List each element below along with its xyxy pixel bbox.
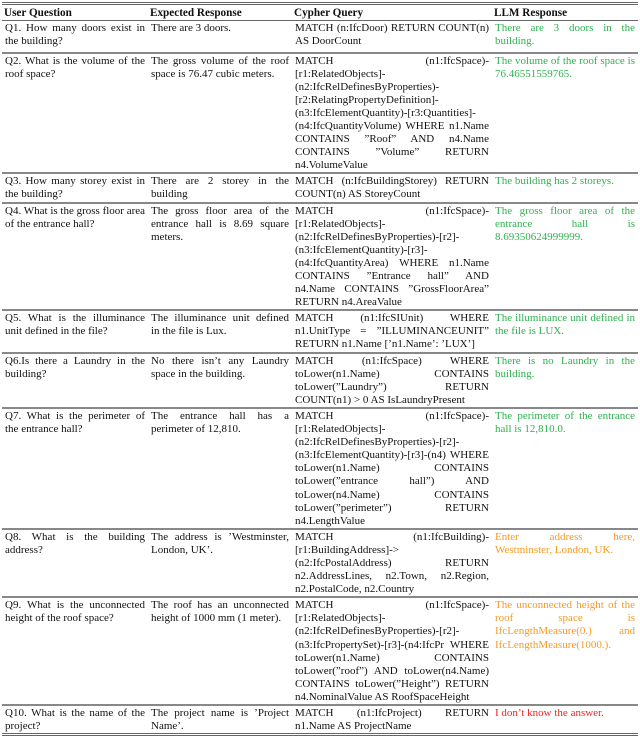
cypher-query-cell: MATCH (n1:IfcProject) RETURN n1.Name AS ProjectName — [292, 705, 492, 735]
expected-response-cell: No there isn’t any Laundry space in the building. — [148, 353, 292, 408]
results-table — [2, 2, 638, 736]
expected-response-cell: The entrance hall has a perimeter of 12,810. — [148, 408, 292, 529]
cypher-query-cell: MATCH (n1:IfcSpace)-[r1:RelatedObjects]-(n2:IfcRelDefinesByProperties)-[r2:RelatingPropertyDefinition]-(n3:IfcElementQuantity)-[r3:Quantities]-(n4:IfcQuantityVolume) WHERE n1.Name CONTAINS ”Roof” AND n4.Name CONTAINS ”Volume” RETURN n4.VolumeValue — [292, 53, 492, 174]
cypher-query-cell: MATCH (n:IfcDoor) RETURN COUNT(n) AS DoorCount — [295, 22, 489, 48]
llm-response-cell: The unconnected height of the roof space is IfcLengthMeasure(0.) and IfcLengthMeasure(1000.). — [492, 597, 638, 705]
cypher-query-cell: MATCH (n1:IfcBuilding)-[r1:BuildingAddress]->(n2:IfcPostalAddress) RETURN n2.AddressLines, n2.Town, n2.Region, n2.PostalCode, n2.Country — [292, 529, 492, 597]
header-user-question: User Question — [2, 4, 148, 21]
header-llm-response: LLM Response — [492, 4, 638, 21]
expected-response-cell: The gross volume of the roof space is 76.47 cubic meters. — [148, 53, 292, 174]
table-row — [2, 173, 638, 202]
header-row — [2, 4, 638, 21]
cypher-query-cell: MATCH (n1:IfcSIUnit) WHERE n1.UnitType = ”ILLUMINANCEUNIT” RETURN n1.Name [’n1.Name’: ’LUX’] — [292, 310, 492, 352]
cypher-query-cell: MATCH (n:IfcBuildingStorey) RETURN COUNT(n) AS StoreyCount — [292, 173, 492, 202]
cypher-query-cell: MATCH (n1:IfcSpace)-[r1:RelatedObjects]-(n2:IfcRelDefinesByProperties)-[r2]-(n3:IfcElementQuantity)-[r3]-(n4:IfcQuantityArea) WHERE n1.Name CONTAINS ”Entrance hall” AND n4.Name CONTAINS ”GrossFloorArea” RETURN n4.AreaValue — [292, 203, 492, 311]
llm-response-cell: The illuminance unit defined in the file is LUX. — [492, 310, 638, 352]
expected-response-cell: The gross floor area of the entrance hall is 8.69 square meters. — [148, 203, 292, 311]
user-question-cell: Q5. What is the illuminance unit defined in the file? — [2, 310, 148, 352]
user-question-cell: Q4. What is the gross floor area of the entrance hall? — [2, 203, 148, 311]
table-row — [2, 529, 638, 597]
llm-response-cell: The volume of the roof space is 76.46551559765. — [492, 53, 638, 174]
header-expected-response: Expected Response — [148, 4, 292, 21]
expected-response-cell: There are 2 storey in the building — [148, 173, 292, 202]
cypher-query-cell: MATCH (n1:IfcSpace)-[r1:RelatedObjects]-(n2:IfcRelDefinesByProperties)-[r2]-(n3:IfcPropertySet)-[r3]-(n4:IfcPr WHERE toLower(n1.Name) CONTAINS toLower(”roof”) AND toLower(n4.Name) CONTAINS toLower(”Height”) RETURN n4.NominalValue AS RoofSpaceHeight — [292, 597, 492, 705]
user-question-cell: Q7. What is the perimeter of the entrance hall? — [2, 408, 148, 529]
table-row — [2, 53, 638, 174]
table-row — [2, 310, 638, 352]
expected-response-cell: The illuminance unit defined in the file is Lux. — [148, 310, 292, 352]
cypher-query-cell: MATCH (n1:IfcSpace) WHERE toLower(n1.Name) CONTAINS toLower(”Laundry”) RETURN COUNT(n1) > 0 AS IsLaundryPresent — [292, 353, 492, 408]
expected-response-cell: The roof has an unconnected height of 1000 mm (1 meter). — [148, 597, 292, 705]
table-row — [2, 21, 638, 53]
header-cypher-query: Cypher Query — [292, 4, 492, 21]
user-question-cell: Q9. What is the unconnected height of the roof space? — [2, 597, 148, 705]
expected-response-cell: The project name is ’Project Name’. — [148, 705, 292, 735]
llm-response-cell: The perimeter of the entrance hall is 12,810.0. — [492, 408, 638, 529]
expected-response-cell: The address is ’Westminster, London, UK’. — [148, 529, 292, 597]
table-row — [2, 353, 638, 408]
user-question-cell: Q3. How many storey exist in the building? — [2, 173, 148, 202]
user-question-cell: Q1. How many doors exist in the building? — [5, 22, 145, 48]
table-row — [2, 203, 638, 311]
llm-response-cell: I don’t know the answer. — [492, 705, 638, 735]
llm-response-cell: There are 3 doors in the building. — [495, 22, 635, 48]
user-question-cell: Q10. What is the name of the project? — [2, 705, 148, 735]
llm-response-cell: The building has 2 storeys. — [492, 173, 638, 202]
user-question-cell: Q2. What is the volume of the roof space? — [2, 53, 148, 174]
llm-response-cell: The gross floor area of the entrance hall is 8.69350624999999. — [492, 203, 638, 311]
llm-response-cell: Enter address here, Westminster, London, UK. — [492, 529, 638, 597]
table-row — [2, 705, 638, 735]
cypher-query-cell: MATCH (n1:IfcSpace)-[r1:RelatedObjects]-(n2:IfcRelDefinesByProperties)-[r2]-(n3:IfcElementQuantity)-[r3]-(n4) WHERE toLower(n1.Name) CONTAINS toLower(”entrance hall”) AND toLower(n4.Name) CONTAINS toLower(”perimeter”) RETURN n4.LengthValue — [292, 408, 492, 529]
llm-response-cell: There is no Laundry in the building. — [492, 353, 638, 408]
user-question-cell: Q6.Is there a Laundry in the building? — [2, 353, 148, 408]
table-row — [2, 597, 638, 705]
table-row — [2, 408, 638, 529]
user-question-cell: Q8. What is the building address? — [2, 529, 148, 597]
expected-response-cell: There are 3 doors. — [151, 22, 232, 34]
